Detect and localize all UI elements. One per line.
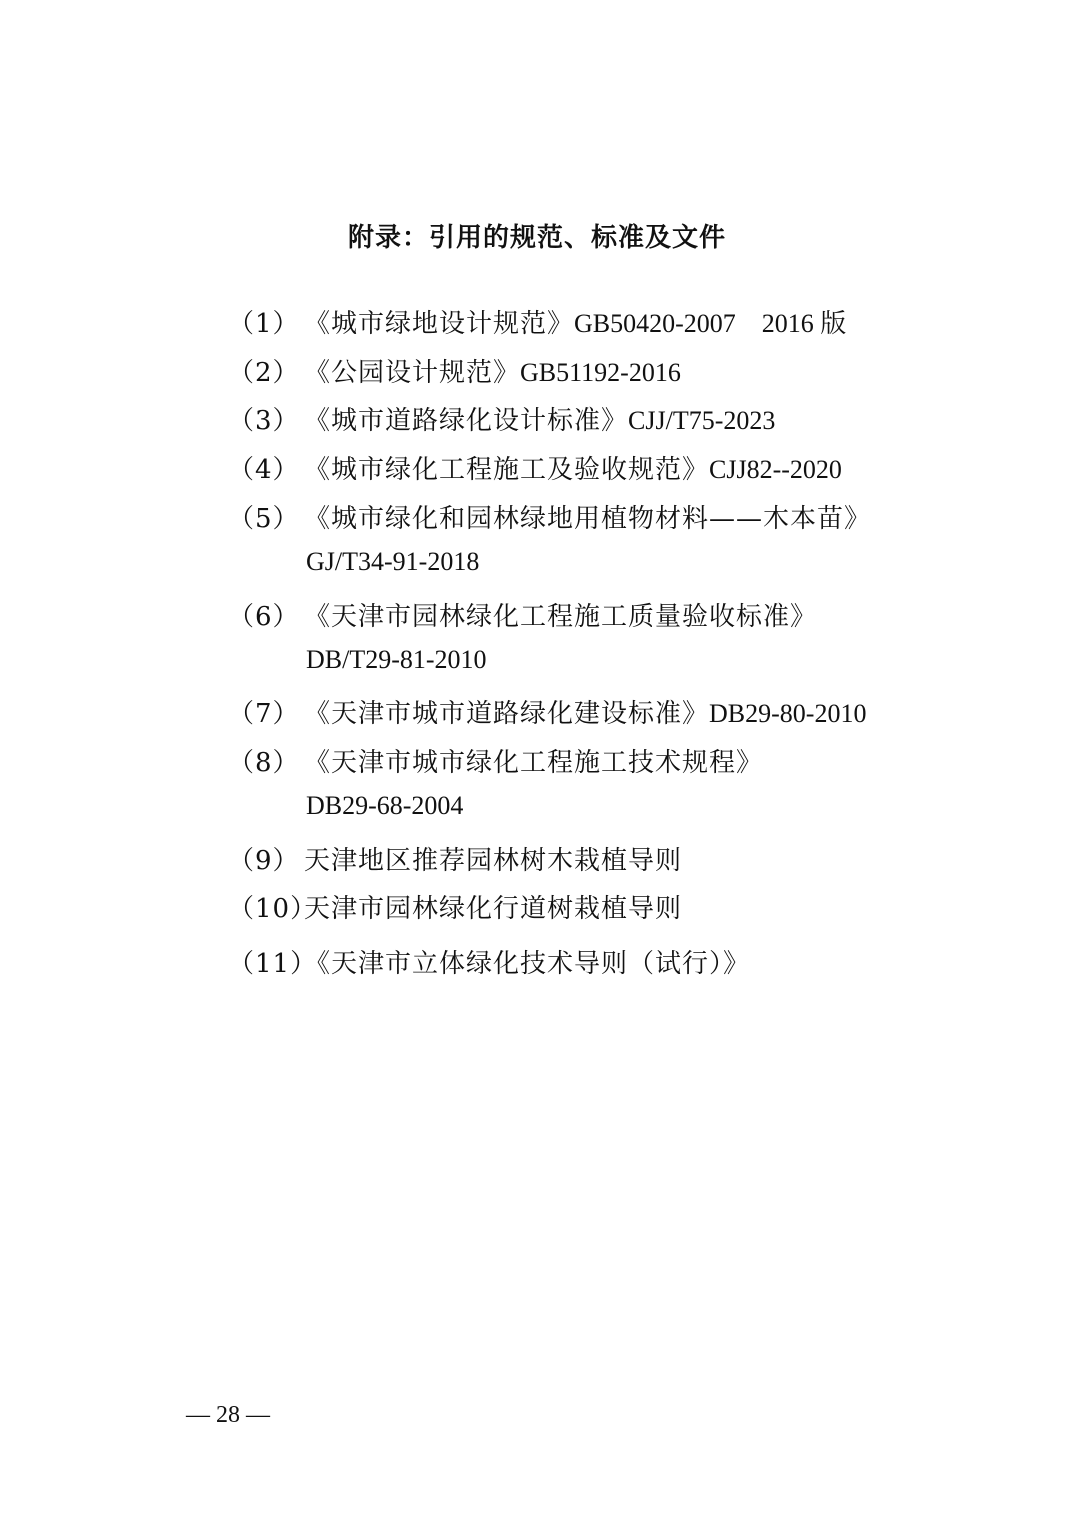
item-code: CJJ/T75-2023 [628,406,776,435]
item-number: （6） [228,602,300,632]
reference-item-4 [228,449,842,486]
item-code: GB51192-2016 [520,358,681,387]
reference-item-6 [228,596,817,633]
reference-item-8 [228,742,763,779]
reference-item-3 [228,400,775,437]
item-name: 《城市绿化工程施工及验收规范》 [304,455,710,485]
item-code: CJJ82--2020 [709,455,842,484]
item-number: （11） [228,949,318,979]
reference-item-9 [228,840,682,877]
item-name: 《天津市城市道路绿化建设标准》 [304,699,710,729]
item-number: （1） [228,309,300,339]
reference-item-2 [228,352,681,389]
page-title: 附录：引用的规范、标准及文件 [347,223,726,253]
reference-item-7 [228,693,866,730]
item-number: （7） [228,699,300,729]
item-number: （9） [228,846,300,876]
item-name: 《城市绿地设计规范》 [304,309,575,339]
item-number: （5） [228,504,300,534]
item-number: （8） [228,748,300,778]
item-name: 《公园设计规范》 [304,358,521,388]
item-code: DB29-68-2004 [306,791,464,820]
item-number: （2） [228,358,300,388]
item-number: （10） [228,894,318,924]
item-name: 《天津市城市绿化工程施工技术规程》 [304,748,764,778]
item-name: 《城市绿化和园林绿地用植物材料——木本苗》 [304,504,872,534]
item-name: 天津市园林绿化行道树栽植导则 [304,894,683,924]
reference-item-10 [228,888,682,925]
item-code: DB29-80-2010 [709,699,867,728]
item-number: （4） [228,455,300,485]
item-name: 《天津市立体绿化技术导则（试行）》 [304,949,751,979]
item-number: （3） [228,406,300,436]
item-name: 《城市道路绿化设计标准》 [304,406,629,436]
item-code: GB50420-2007 2016 版 [574,309,847,338]
item-name: 《天津市园林绿化工程施工质量验收标准》 [304,602,818,632]
item-name: 天津地区推荐园林树木栽植导则 [304,846,683,876]
reference-item-11 [228,943,750,980]
page-number: — 28 — [186,1402,270,1428]
item-code: DB/T29-81-2010 [306,645,487,674]
reference-item-5 [228,498,871,535]
item-code: GJ/T34-91-2018 [306,547,480,576]
reference-item-1 [228,303,846,340]
